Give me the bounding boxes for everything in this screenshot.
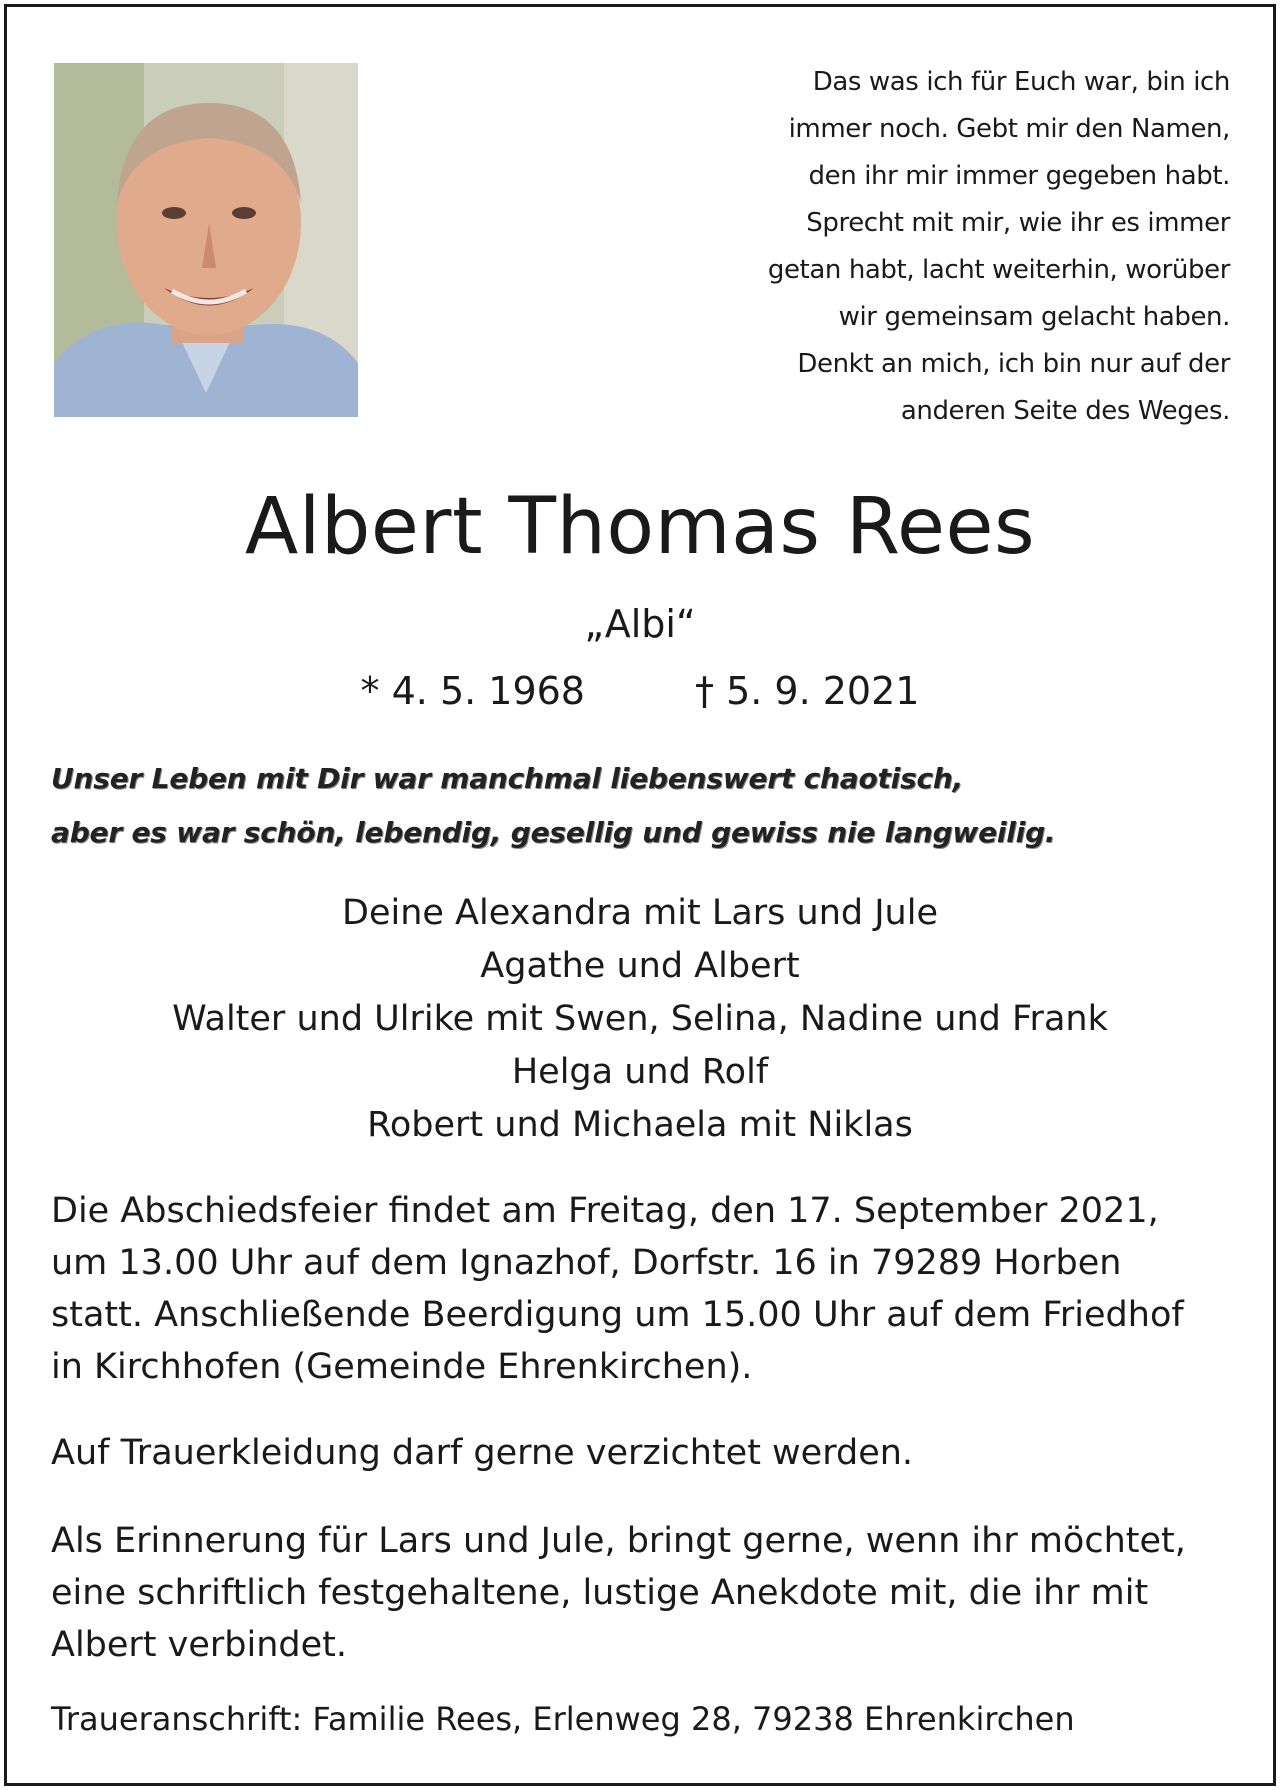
poem-line: den ihr mir immer gegeben habt. [808, 161, 1230, 191]
mourner-line: Helga und Rolf [511, 1052, 769, 1092]
birth-date: * 4. 5. 1968 [360, 669, 585, 713]
mourner-line: Deine Alexandra mit Lars und Jule [342, 893, 938, 933]
poem-line: Denkt an mich, ich bin nur auf der [797, 349, 1230, 379]
poem-line: wir gemeinsam gelacht haben. [838, 302, 1230, 332]
poem-line: Das was ich für Euch war, bin ich [812, 67, 1230, 97]
poem-line: immer noch. Gebt mir den Namen, [788, 114, 1230, 144]
ceremony-line: statt. Anschließende Beerdigung um 15.00 Uhr auf dem Friedhof [51, 1295, 1184, 1335]
mourner-line: Robert und Michaela mit Niklas [367, 1105, 913, 1145]
memory-line: Als Erinnerung für Lars und Jule, bringt gerne, wenn ihr möchtet, [51, 1521, 1186, 1561]
memory-request [51, 1515, 1247, 1671]
memory-line: eine schriftlich festgehaltene, lustige Anekdote mit, die ihr mit [51, 1573, 1149, 1613]
poem-line: anderen Seite des Weges. [900, 396, 1230, 426]
life-dates [7, 665, 1273, 717]
poem-line: Sprecht mit mir, wie ihr es immer [806, 208, 1230, 238]
clothing-note: Auf Trauerkleidung darf gerne verzichtet werden. [51, 1433, 914, 1473]
quote-line: Unser Leben mit Dir war manchmal liebenswert chaotisch, [51, 762, 964, 795]
portrait-photo [54, 63, 358, 417]
death-date: † 5. 9. 2021 [695, 669, 920, 713]
mourners-list [7, 887, 1273, 1152]
mourner-line: Agathe und Albert [480, 946, 800, 986]
memory-line: Albert verbindet. [51, 1625, 348, 1665]
portrait-illustration [54, 63, 358, 417]
mourner-line: Walter und Ulrike mit Swen, Selina, Nadine und Frank [172, 999, 1108, 1039]
ceremony-line: in Kirchhofen (Gemeinde Ehrenkirchen). [51, 1347, 753, 1387]
deceased-name: Albert Thomas Rees [244, 482, 1036, 572]
ceremony-line: um 13.00 Uhr auf dem Ignazhof, Dorfstr. 16 in 79289 Horben [51, 1243, 1122, 1283]
obituary-notice [4, 4, 1276, 1786]
poem-line: getan habt, lacht weiterhin, worüber [767, 255, 1230, 285]
quote-line: aber es war schön, lebendig, gesellig und gewiss nie langweilig. [51, 816, 1056, 849]
ceremony-line: Die Abschiedsfeier findet am Freitag, den 17. September 2021, [51, 1191, 1159, 1231]
memorial-quote [51, 752, 1241, 860]
poem [630, 59, 1230, 435]
deceased-nickname: „Albi“ [584, 602, 696, 646]
mourning-address: Traueranschrift: Familie Rees, Erlenweg 28, 79238 Ehrenkirchen [51, 1700, 1075, 1738]
ceremony-info [51, 1185, 1247, 1393]
